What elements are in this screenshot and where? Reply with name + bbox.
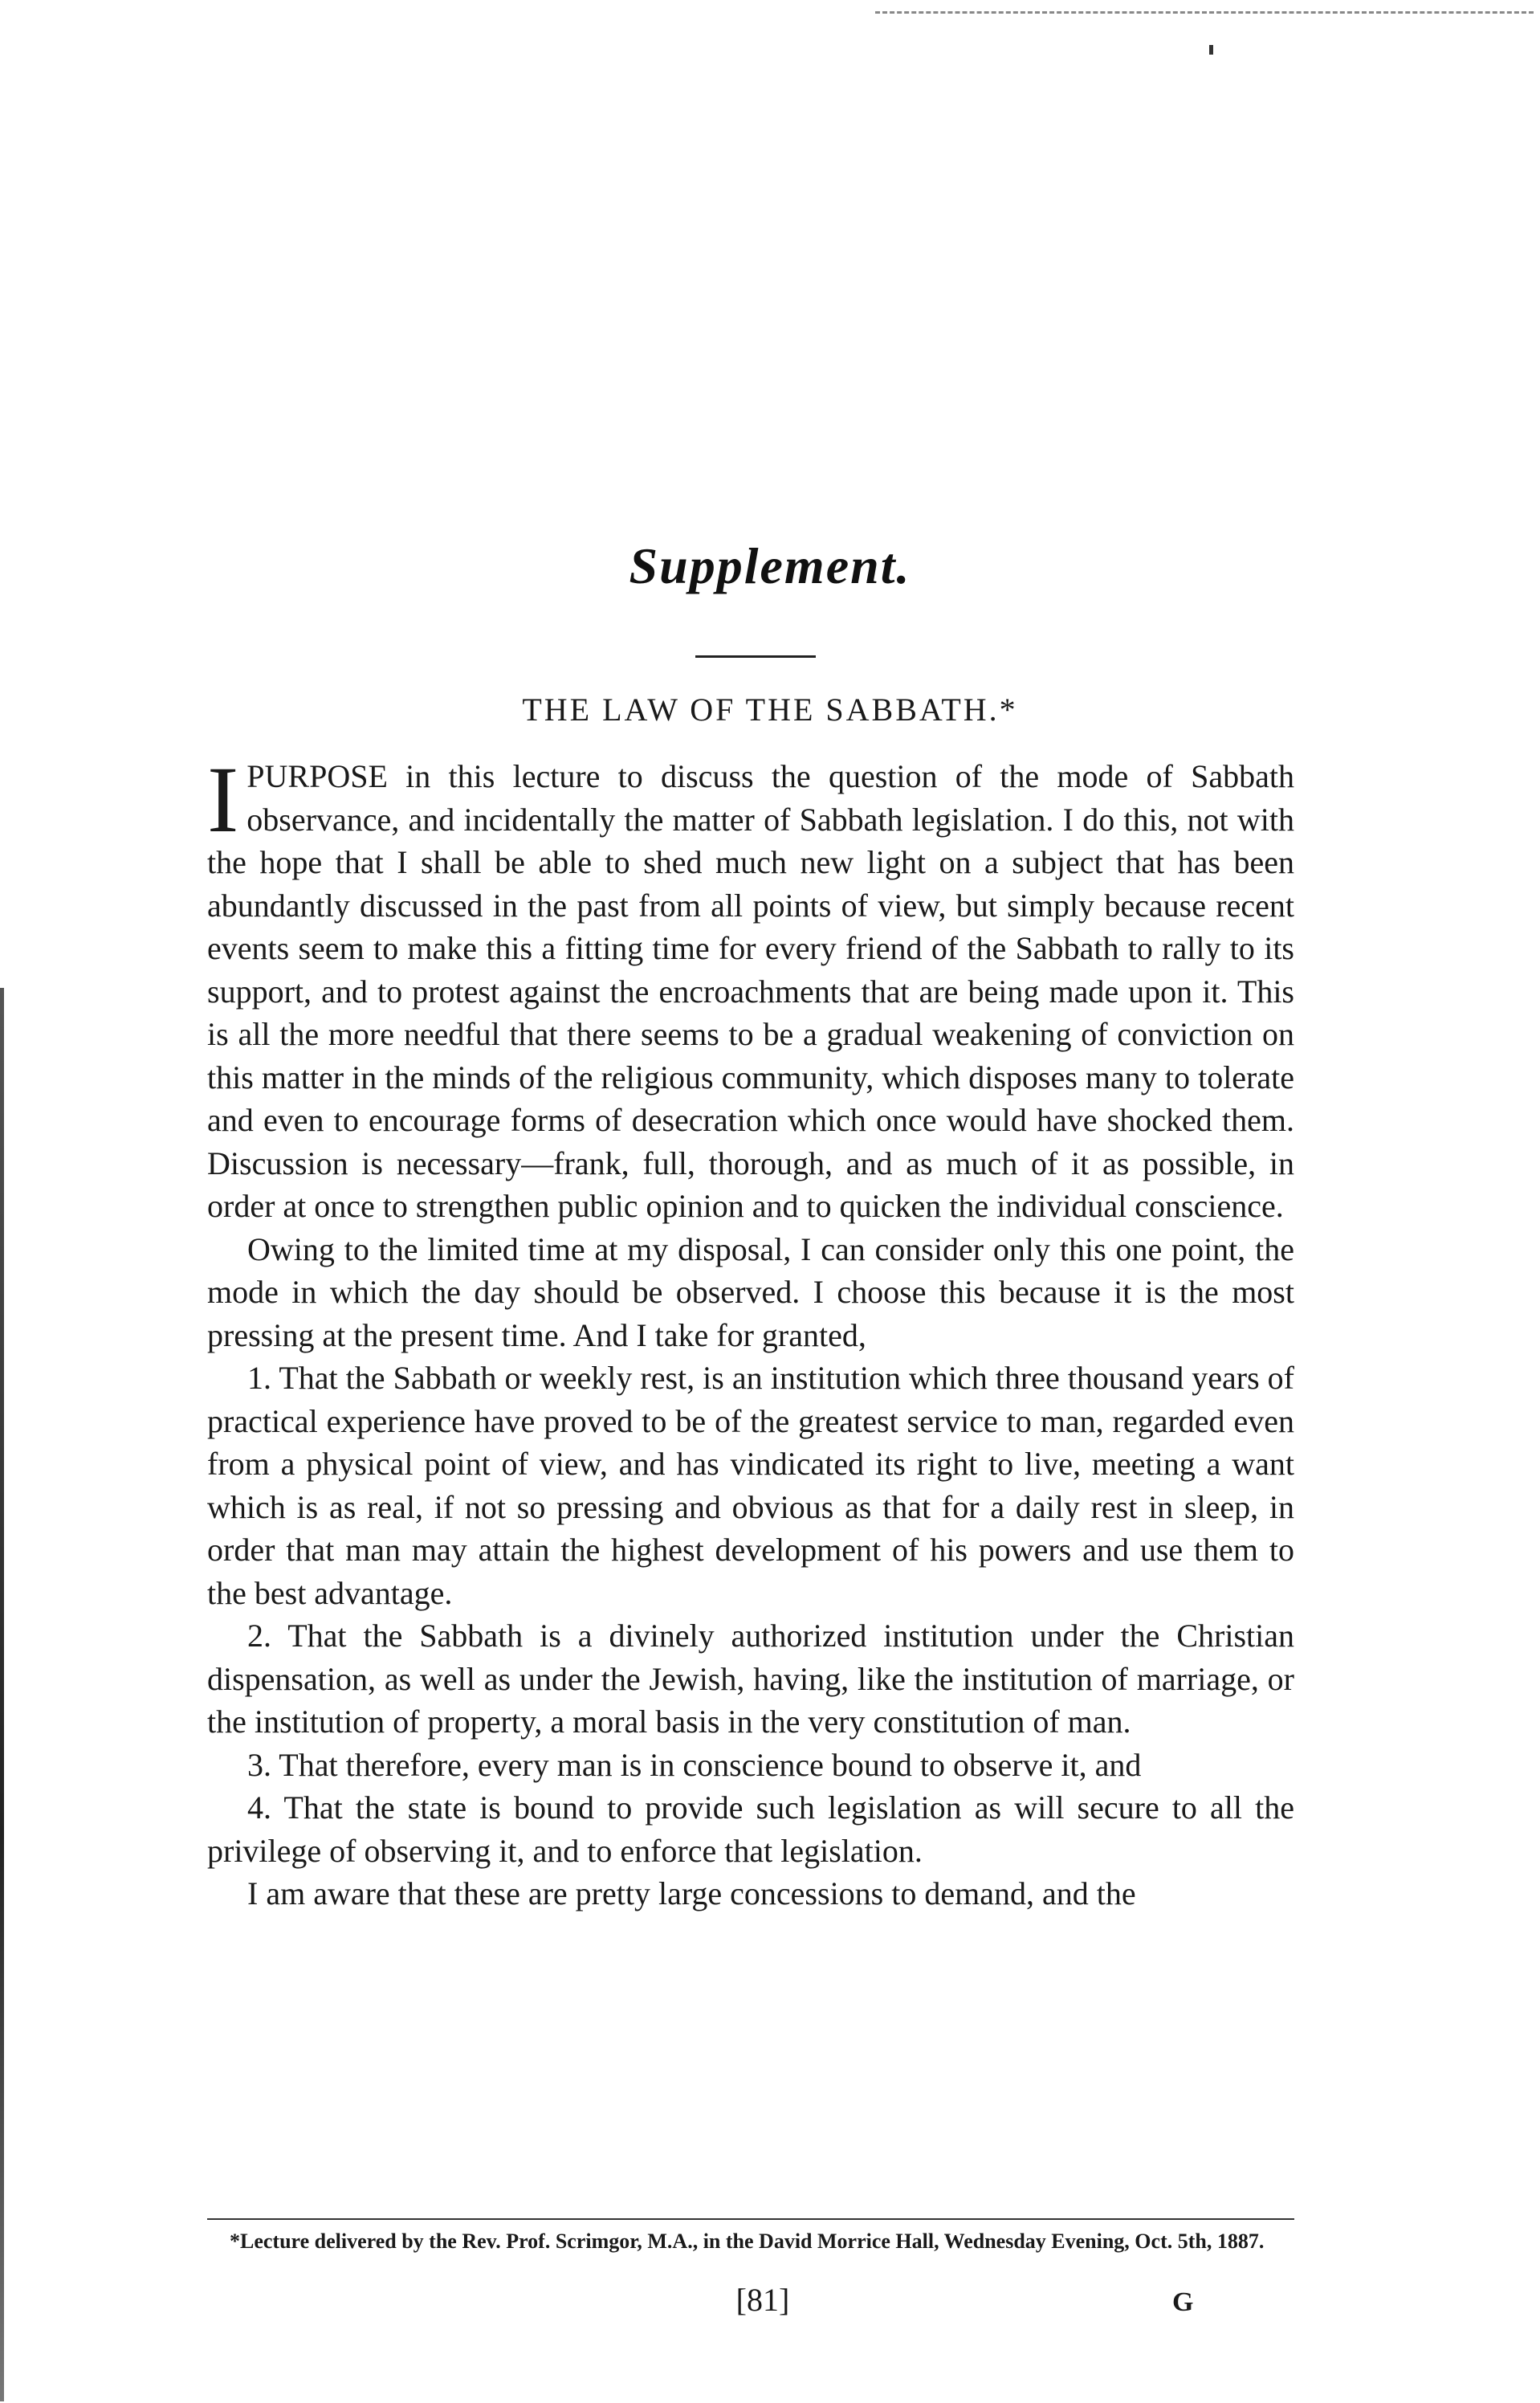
top-margin-mark [1209, 45, 1213, 55]
list-item-3: 3. That therefore, every man is in conscience bound to observe it, and [247, 1746, 1142, 1783]
footnote: *Lecture delivered by the Rev. Prof. Scrimgor, M.A., in the David Morrice Hall, Wednesday Evening, Oct. 5th, 1887. [230, 2230, 1265, 2253]
list-item-1: 1. That the Sabbath or weekly rest, is an institution which three thousand years of practical experience have proved to be of the greatest service to man, regarded even from a physical point of view, and has vindicated its right to live, meeting a want which is as real, if not so pressing and obvious as that for a daily rest in sleep, in order that man may attain the highest development of his powers and use them to the best advantage. [207, 1360, 1294, 1611]
footnote-divider [207, 2218, 1294, 2220]
signature-mark: G [1172, 2287, 1194, 2317]
heading-divider [695, 655, 816, 658]
paragraph-2: Owing to the limited time at my disposal, I can consider only this one point, the mode in which the day should be observed. I choose this because it is the most pressing at the present time. And I take for granted, [207, 1230, 1294, 1353]
article-body [207, 747, 1294, 1915]
paragraph-final: I am aware that these are pretty large concessions to demand, and the [247, 1875, 1136, 1911]
article-title: THE LAW OF THE SABBATH.* [522, 692, 1018, 728]
page-number: [81] [735, 2282, 790, 2318]
paragraph-1 [207, 747, 1294, 1228]
list-item-4: 4. That the state is bound to provide such legislation as will secure to all the privilege of observing it, and to enforce that legislation. [207, 1789, 1294, 1869]
section-heading: Supplement. [629, 537, 911, 594]
list-item-2: 2. That the Sabbath is a divinely authorized institution under the Christian dispensation, as well as under the Jewish, having, like the institution of marriage, or the institution of property, a moral basis in the very constitution of man. [207, 1618, 1294, 1740]
paragraph-1-text: in this lecture to discuss the question of the mode of Sabbath observance, and incidentally the matter of Sabbath legislation. I do this, not with the hope that I shall be able to shed much new light on a subject that has been abundantly discussed in the past from all points of view, but simply because recent events seem to make this a fitting time for every friend of the Sabbath to rally to its support, and to protest against the encroachments that are being made upon it. This is all the more needful that there seems to be a gradual weakening of conviction on this matter in the minds of the religious community, which disposes many to tolerate and even to encourage forms of desecration which once would have shocked them. Discussion is necessary—frank, full, thorough, and as much of it as possible, in order at once to strengthen public opinion and to quicken the individual conscience. [207, 758, 1294, 1224]
drop-cap: I [207, 747, 239, 852]
top-dashed-rule [875, 11, 1534, 14]
page-binding-edge [0, 988, 4, 2401]
opening-word: PURPOSE [246, 758, 388, 794]
